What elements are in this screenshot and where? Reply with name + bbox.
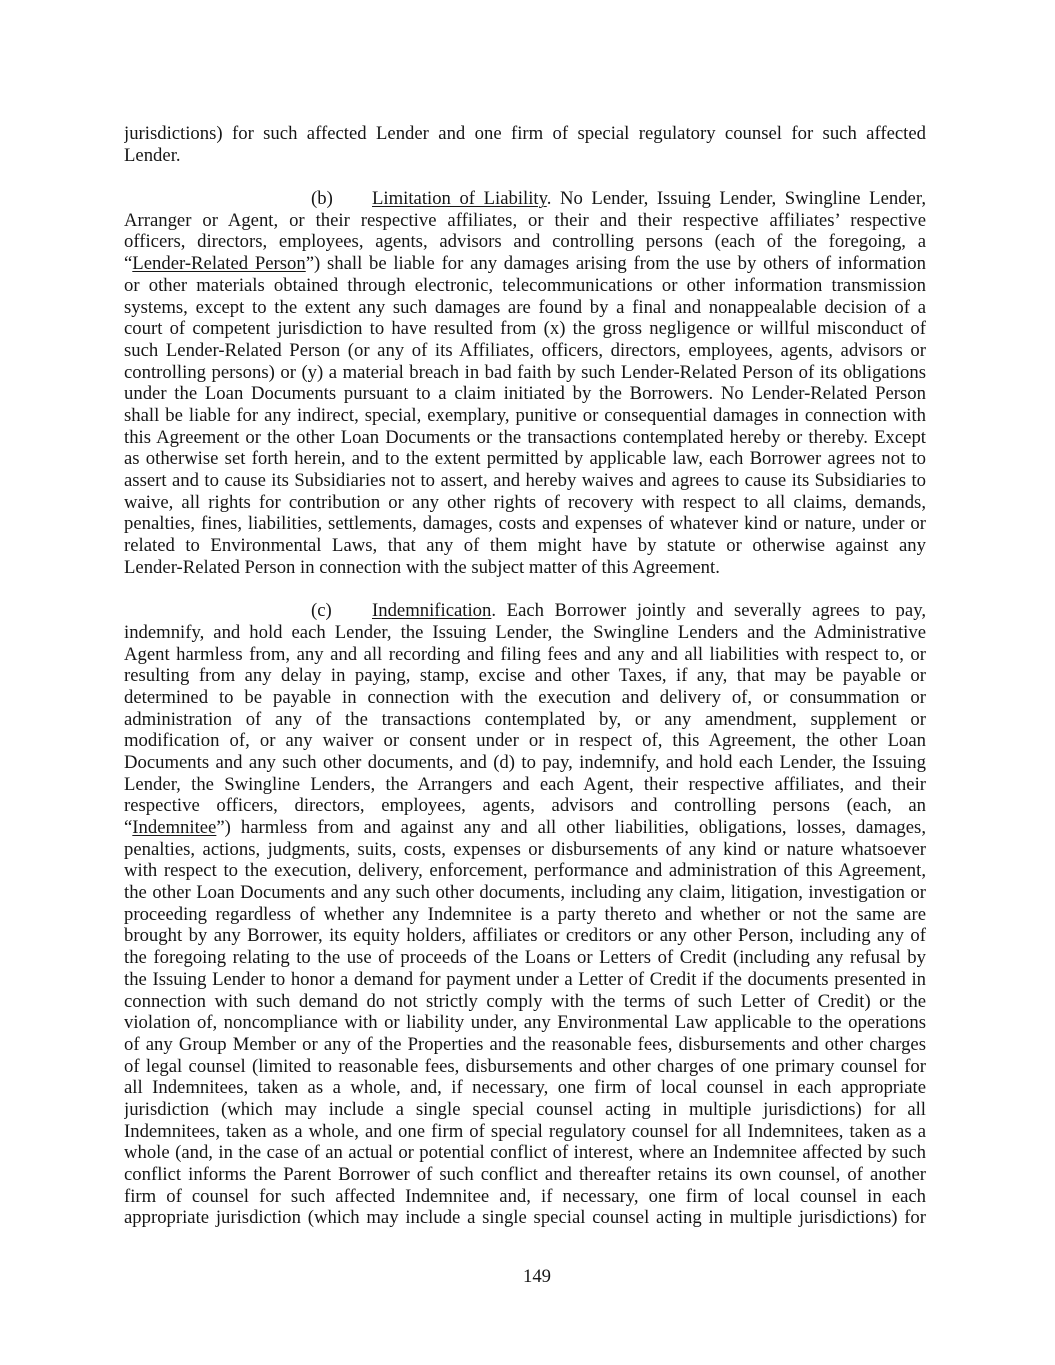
text-line: determined to be payable in connection with the execution and delivery of, or consummation or bbox=[124, 686, 926, 708]
text-line: whole (and, in the case of an actual or potential conflict of interest, where an Indemnitee affected by such bbox=[124, 1142, 926, 1164]
section-heading: Indemnification bbox=[372, 600, 492, 622]
text-line: of any Group Member or any of the Properties and the reasonable fees, disbursements and other charges bbox=[124, 1033, 926, 1055]
text-line: Indemnitees, taken as a whole, and one firm of special regulatory counsel for all Indemnitees, taken as a bbox=[124, 1120, 926, 1142]
text-line: controlling persons) or (y) a material breach in bad faith by such Lender-Related Person of its obligations bbox=[124, 361, 926, 383]
text-line: under the Loan Documents pursuant to a claim initiated by the Borrowers. No Lender-Related Person bbox=[124, 383, 926, 405]
defined-term: Indemnitee bbox=[132, 817, 217, 838]
text-line: court of competent jurisdiction to have resulted from (x) the gross negligence or willful misconduct of bbox=[124, 318, 926, 340]
text-line: modification of, or any waiver or consent under or in respect of, this Agreement, the other Loan bbox=[124, 730, 926, 752]
line-text bbox=[372, 600, 926, 622]
text-line: proceeding regardless of whether any Indemnitee is a party thereto and whether or not the same are bbox=[124, 903, 926, 925]
text-line: this Agreement or the other Loan Documents or the transactions contemplated hereby or thereby. Except bbox=[124, 426, 926, 448]
text-line: jurisdictions) for such affected Lender and one firm of special regulatory counsel for such affected bbox=[124, 123, 926, 144]
text-line: Arranger or Agent, or their respective affiliates, or their and their respective affiliates’ respective bbox=[124, 209, 926, 231]
text-line: connection with such demand do not strictly comply with the terms of such Letter of Credit) or the bbox=[124, 990, 926, 1012]
text-line: violation of, noncompliance with or liability under, any Environmental Law applicable to the operations bbox=[124, 1012, 926, 1034]
text-segment: . Each Borrower jointly and severally agrees to pay, bbox=[491, 600, 926, 622]
text-line bbox=[124, 817, 926, 839]
text-line: conflict informs the Parent Borrower of such conflict and thereafter retains its own counsel, of another bbox=[124, 1164, 926, 1185]
text-line: the Issuing Lender to honor a demand for payment under a Letter of Credit if the documents presented in bbox=[124, 968, 926, 990]
text-segment: “ bbox=[124, 817, 133, 838]
defined-term: Lender-Related Person bbox=[132, 253, 306, 275]
text-line bbox=[124, 253, 926, 275]
text-line: with respect to the execution, delivery, enforcement, performance and administration of this Agreement, bbox=[124, 860, 926, 882]
text-line: systems, except to the extent any such damages are found by a final and nonappealable decision of a bbox=[124, 296, 926, 318]
paragraph-continuation bbox=[124, 123, 926, 166]
line-text bbox=[372, 188, 926, 210]
text-line: assert and to cause its Subsidiaries not to assert, and hereby waives and agrees to cause its Subsidiaries to bbox=[124, 470, 926, 491]
text-line: officers, directors, employees, agents, advisors and controlling persons (each of the foregoing, a bbox=[124, 231, 926, 253]
text-line: all Indemnitees, taken as a whole, and, if necessary, one firm of local counsel in each appropriate bbox=[124, 1077, 926, 1099]
text-line: jurisdiction (which may include a single special counsel acting in multiple jurisdictions) for all bbox=[124, 1098, 926, 1120]
text-line: or other materials obtained through electronic, telecommunications or other information transmission bbox=[124, 274, 926, 296]
text-line: waive, all rights for contribution or any other rights of recovery with respect to all claims, demands, bbox=[124, 491, 926, 513]
text-line: as otherwise set forth herein, and to the extent permitted by applicable law, each Borrower agrees not to bbox=[124, 448, 926, 470]
text-line: the other Loan Documents and any such other documents, including any claim, litigation, investigation or bbox=[124, 882, 926, 904]
section-label: (c) bbox=[311, 600, 332, 622]
page-number: 149 bbox=[522, 1266, 552, 1287]
text-line: of legal counsel (limited to reasonable fees, disbursements and other charges of one primary counsel for bbox=[124, 1055, 926, 1077]
text-segment: “ bbox=[124, 253, 133, 275]
text-segment: . No Lender, Issuing Lender, Swingline Lender, bbox=[546, 188, 926, 210]
text-line: Lender. bbox=[124, 144, 181, 166]
text-line: penalties, actions, judgments, suits, costs, expenses or disbursements of any kind or nature whatsoever bbox=[124, 838, 926, 860]
section-c-indemnification bbox=[124, 600, 926, 1229]
text-line: resulting from any delay in paying, stamp, excise and other Taxes, if any, that may be payable or bbox=[124, 665, 926, 687]
text-line bbox=[124, 600, 926, 622]
text-line: penalties, fines, liabilities, settlements, damages, costs and expenses of whatever kind or nature, under or bbox=[124, 513, 926, 535]
text-line: the foregoing relating to the use of proceeds of the Loans or Letters of Credit (including any refusal by bbox=[124, 947, 926, 969]
text-line: indemnify, and hold each Lender, the Issuing Lender, the Swingline Lenders and the Administrative bbox=[124, 621, 926, 643]
text-line: Documents and any such other documents, and (d) to pay, indemnify, and hold each Lender, the Issuing bbox=[124, 751, 926, 773]
text-line: Lender-Related Person in connection with the subject matter of this Agreement. bbox=[124, 556, 720, 578]
section-heading: Limitation of Liability bbox=[372, 188, 547, 210]
text-line: shall be liable for any indirect, special, exemplary, punitive or consequential damages in connection with bbox=[124, 404, 926, 426]
text-segment: ”) harmless from and against any and all other liabilities, obligations, losses, damages, bbox=[216, 817, 926, 838]
section-label: (b) bbox=[311, 188, 333, 210]
text-line: administration of any of the transactions contemplated by, or any amendment, supplement or bbox=[124, 708, 926, 730]
text-line: Agent harmless from, any and all recording and filing fees and any and all liabilities with respect to, or bbox=[124, 643, 926, 665]
text-line: firm of counsel for such affected Indemnitee and, if necessary, one firm of local counsel in each bbox=[124, 1185, 926, 1207]
document-body bbox=[124, 123, 926, 1251]
text-line: Lender, the Swingline Lenders, the Arrangers and each Agent, their respective affiliates, and their bbox=[124, 773, 926, 795]
text-segment: ”) shall be liable for any damages arising from the use by others of information bbox=[305, 253, 926, 275]
section-b-limitation-of-liability bbox=[124, 188, 926, 578]
text-line bbox=[124, 188, 926, 210]
text-line: such Lender-Related Person (or any of its Affiliates, officers, directors, employees, agents, advisors or bbox=[124, 339, 926, 361]
text-line: related to Environmental Laws, that any of them might have by statute or otherwise against any bbox=[124, 535, 926, 557]
text-line: appropriate jurisdiction (which may include a single special counsel acting in multiple jurisdictions) for bbox=[124, 1207, 926, 1229]
text-line: respective officers, directors, employees, agents, advisors and controlling persons (each, an bbox=[124, 795, 926, 817]
text-line: brought by any Borrower, its equity holders, affiliates or creditors or any other Person, including any of bbox=[124, 925, 926, 947]
